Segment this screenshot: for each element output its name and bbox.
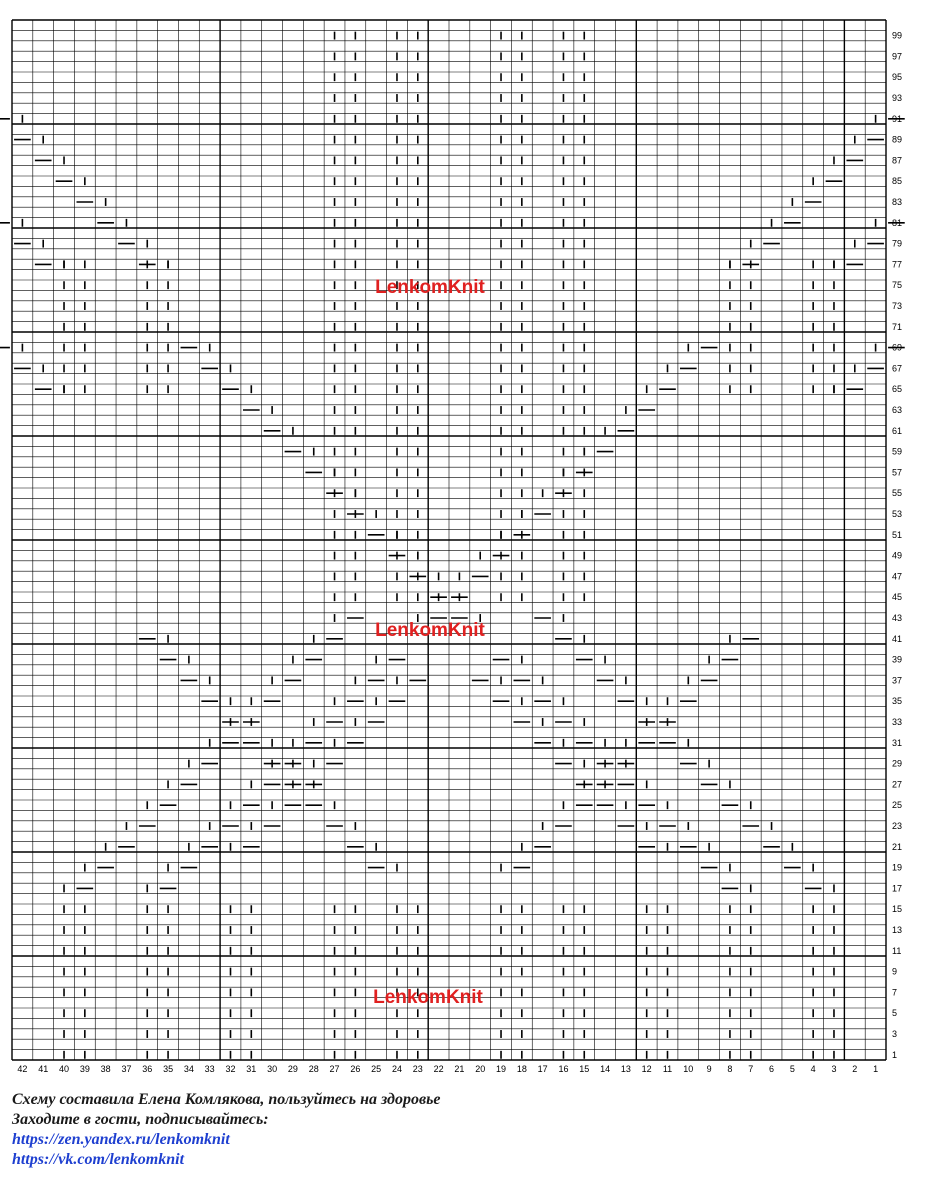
row-number: 79 <box>892 238 903 249</box>
row-number: 93 <box>892 93 903 103</box>
row-number: 67 <box>892 363 903 374</box>
row-number: 17 <box>892 883 903 894</box>
row-number: 1 <box>892 1049 898 1060</box>
row-number: 63 <box>892 405 903 415</box>
column-number: 13 <box>620 1064 631 1074</box>
column-number: 20 <box>475 1064 486 1074</box>
column-number: 19 <box>496 1064 507 1074</box>
row-number: 3 <box>892 1029 898 1039</box>
column-number: 31 <box>246 1064 257 1074</box>
column-number: 32 <box>225 1064 236 1074</box>
row-number: 89 <box>892 134 903 145</box>
row-number: 35 <box>892 696 903 707</box>
row-number: 27 <box>892 779 903 790</box>
chart-footer <box>12 1090 441 1170</box>
column-number: 33 <box>204 1064 215 1074</box>
column-number: 25 <box>371 1064 382 1074</box>
row-number: 11 <box>892 945 902 956</box>
row-number: 85 <box>892 176 903 187</box>
watermark-text: LenkomKnit <box>375 277 485 298</box>
column-number: 38 <box>100 1064 111 1074</box>
row-number: 31 <box>892 737 903 748</box>
row-number: 97 <box>892 51 903 62</box>
row-number: 13 <box>892 925 903 935</box>
column-number: 42 <box>17 1064 28 1074</box>
column-number: 39 <box>79 1064 90 1074</box>
column-number: 10 <box>683 1064 694 1074</box>
row-number: 23 <box>892 821 903 831</box>
column-number: 16 <box>558 1064 569 1074</box>
column-number: 22 <box>433 1064 444 1074</box>
column-number: 8 <box>727 1064 733 1074</box>
row-number: 33 <box>892 717 903 727</box>
row-number: 41 <box>892 633 903 644</box>
column-number: 21 <box>454 1064 465 1074</box>
credit-text: Схему составила Елена Комлякова, пользуйтесь на здоровье <box>12 1091 441 1108</box>
row-number: 65 <box>892 384 903 395</box>
row-number: 59 <box>892 446 903 457</box>
row-number: 5 <box>892 1008 898 1019</box>
column-number: 17 <box>537 1064 548 1074</box>
column-number: 41 <box>38 1064 49 1074</box>
column-number: 5 <box>789 1064 795 1074</box>
column-number: 15 <box>579 1064 590 1074</box>
row-number: 51 <box>892 529 903 540</box>
column-number: 28 <box>308 1064 319 1074</box>
column-number: 11 <box>662 1064 673 1074</box>
column-number: 24 <box>391 1064 402 1074</box>
column-number: 1 <box>873 1064 879 1074</box>
row-number: 77 <box>892 259 903 270</box>
column-number: 40 <box>59 1064 70 1074</box>
column-number: 37 <box>121 1064 132 1074</box>
watermark-text: LenkomKnit <box>373 987 483 1008</box>
row-number: 25 <box>892 800 903 811</box>
row-number: 73 <box>892 301 903 311</box>
row-number: 57 <box>892 467 903 478</box>
column-number: 14 <box>600 1064 611 1074</box>
column-number: 27 <box>329 1064 340 1074</box>
column-number: 29 <box>287 1064 298 1074</box>
row-number: 29 <box>892 758 903 769</box>
invite-text: Заходите в гости, подписывайтесь: <box>12 1111 269 1128</box>
watermarks <box>373 277 485 1008</box>
column-number: 35 <box>163 1064 174 1074</box>
chart-grid <box>12 20 886 1060</box>
column-number: 12 <box>641 1064 652 1074</box>
row-number: 7 <box>892 987 898 998</box>
column-number: 9 <box>706 1064 712 1074</box>
row-number: 53 <box>892 509 903 519</box>
row-number: 61 <box>892 425 903 436</box>
row-number: 71 <box>892 321 903 332</box>
column-number: 18 <box>516 1064 527 1074</box>
row-number: 81 <box>892 217 903 228</box>
column-number: 3 <box>831 1064 837 1074</box>
column-number: 30 <box>267 1064 278 1074</box>
row-number: 49 <box>892 550 903 561</box>
row-number: 43 <box>892 613 903 623</box>
row-number: 15 <box>892 904 903 915</box>
row-number: 83 <box>892 197 903 207</box>
column-number: 7 <box>748 1064 754 1074</box>
row-number: 39 <box>892 654 903 665</box>
column-number: 36 <box>142 1064 153 1074</box>
row-number: 45 <box>892 592 903 603</box>
zen-link[interactable]: https://zen.yandex.ru/lenkomknit <box>12 1131 230 1148</box>
row-number: 9 <box>892 966 898 977</box>
row-number: 95 <box>892 72 903 83</box>
column-number: 23 <box>412 1064 423 1074</box>
chart-symbols <box>0 32 905 1059</box>
row-number: 37 <box>892 675 903 686</box>
column-number: 4 <box>810 1064 816 1074</box>
column-number: 26 <box>350 1064 361 1074</box>
row-number: 47 <box>892 571 903 582</box>
vk-link[interactable]: https://vk.com/lenkomknit <box>12 1151 185 1168</box>
column-number: 34 <box>183 1064 194 1074</box>
row-number: 21 <box>892 841 903 852</box>
row-number: 75 <box>892 280 903 291</box>
row-number: 91 <box>892 113 903 124</box>
row-number: 69 <box>892 342 903 353</box>
chart-labels <box>17 31 902 1074</box>
watermark-text: LenkomKnit <box>375 620 485 641</box>
column-number: 2 <box>852 1064 858 1074</box>
row-number: 55 <box>892 488 903 499</box>
row-number: 87 <box>892 155 903 166</box>
row-number: 19 <box>892 862 903 873</box>
column-number: 6 <box>769 1064 775 1074</box>
row-number: 99 <box>892 30 903 41</box>
